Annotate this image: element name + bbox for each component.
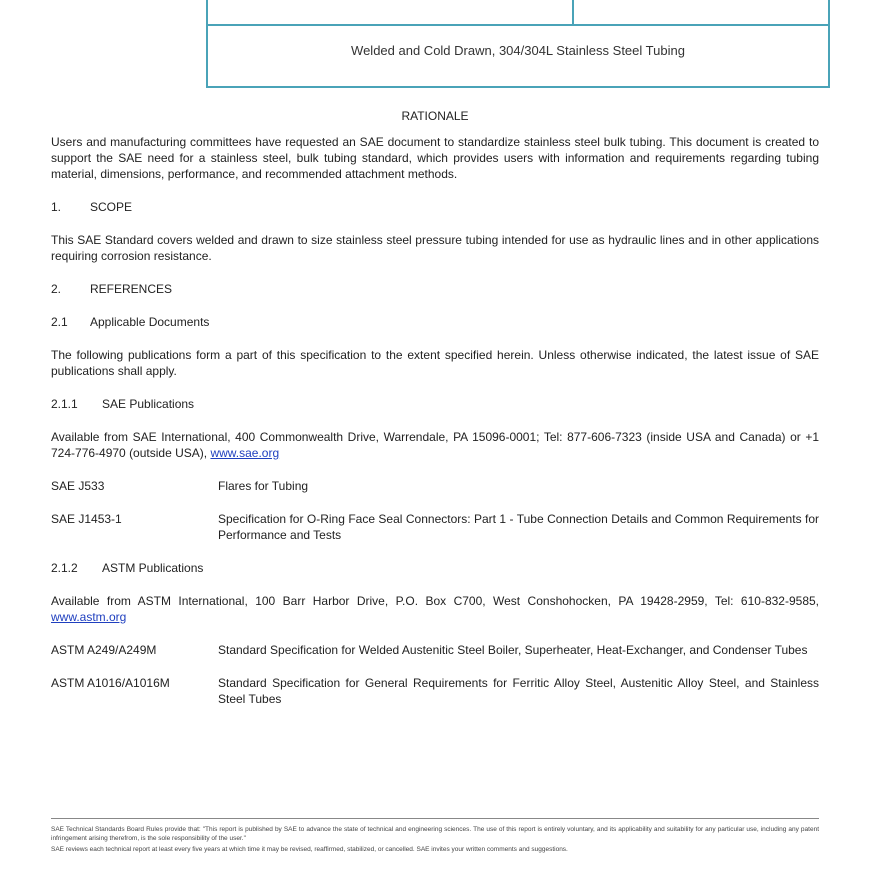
section-number: 2.1 — [51, 315, 68, 329]
section-title: SCOPE — [90, 200, 133, 214]
rationale-heading: RATIONALE — [401, 109, 469, 123]
section-title: SAE Publications — [102, 397, 195, 411]
reference-code: ASTM A249/A249M — [51, 643, 157, 657]
section-title: REFERENCES — [90, 282, 173, 296]
reference-code: SAE J1453-1 — [51, 512, 122, 526]
section-sae-pubs-heading — [51, 396, 819, 412]
section-references-heading — [51, 281, 819, 297]
reference-description: Flares for Tubing — [218, 479, 309, 493]
section-scope-heading — [51, 199, 819, 215]
page-footer — [51, 818, 819, 856]
astm-pubs-text — [51, 593, 819, 625]
header-divider — [572, 0, 574, 24]
reference-description: Specification for O-Ring Face Seal Connectors: Part 1 - Tube Connection Details and Common Requirements for Performance and Tests — [218, 512, 819, 542]
sae-pubs-address: Available from SAE International, 400 Commonwealth Drive, Warrendale, PA 15096-0001; Tel: 877-606-7323 (inside USA and Canada) or +1 724-776-4970 (outside USA), — [51, 430, 819, 460]
reference-row — [51, 478, 819, 494]
document-title: Welded and Cold Drawn, 304/304L Stainless Steel Tubing — [351, 42, 685, 58]
reference-code: SAE J533 — [51, 479, 105, 493]
astm-pubs-address: Available from ASTM International, 100 Barr Harbor Drive, P.O. Box C700, West Conshohocken, PA 19428-2959, Tel: 610-832-9585, — [51, 594, 819, 608]
section-number: 2.1.1 — [51, 397, 78, 411]
astm-link[interactable]: www.astm.org — [51, 610, 127, 624]
rationale-text: Users and manufacturing committees have requested an SAE document to standardize stainless steel bulk tubing. This document is created to support the SAE need for a stainless steel, bulk tubing standard, which provides users with information and requirements regarding tubing material, dimensions, performance, and recommended attachment methods. — [51, 135, 819, 181]
footer-review-notice: SAE reviews each technical report at least every five years at which time it may be revised, reaffirmed, stabilized, or cancelled. SAE invites your written comments and suggestions. — [51, 846, 568, 853]
reference-description: Standard Specification for Welded Austenitic Steel Boiler, Superheater, Heat-Exchanger, and Condenser Tubes — [218, 643, 808, 657]
sae-pubs-text — [51, 429, 819, 461]
reference-code: ASTM A1016/A1016M — [51, 676, 170, 690]
section-title: ASTM Publications — [102, 561, 204, 575]
reference-row — [51, 675, 819, 707]
section-number: 1. — [51, 200, 62, 214]
section-applicable-heading — [51, 314, 819, 330]
header-top-row — [208, 0, 828, 26]
sae-link[interactable]: www.sae.org — [210, 446, 280, 460]
applicable-text: The following publications form a part of this specification to the extent specified herein. Unless otherwise indicated, the latest issue of SAE publications shall apply. — [51, 348, 819, 378]
section-number: 2. — [51, 282, 62, 296]
reference-row — [51, 642, 819, 658]
section-astm-pubs-heading — [51, 560, 819, 576]
footer-disclaimer: SAE Technical Standards Board Rules provide that: "This report is published by SAE to advance the state of technical and engineering sciences. The use of this report is entirely voluntary, and its applicability and suitability for any particular use, including any patent infringement arising therefrom, is the sole responsibility of the user." — [51, 826, 819, 842]
section-number: 2.1.2 — [51, 561, 78, 575]
reference-description: Standard Specification for General Requirements for Ferritic Alloy Steel, Austenitic Alloy Steel, and Stainless Steel Tubes — [218, 676, 819, 706]
document-body — [51, 108, 819, 707]
section-title: Applicable Documents — [90, 315, 210, 329]
document-header-box — [206, 0, 830, 88]
scope-text: This SAE Standard covers welded and drawn to size stainless steel pressure tubing intended for use as hydraulic lines and in other applications requiring corrosion resistance. — [51, 233, 819, 263]
reference-row — [51, 511, 819, 543]
